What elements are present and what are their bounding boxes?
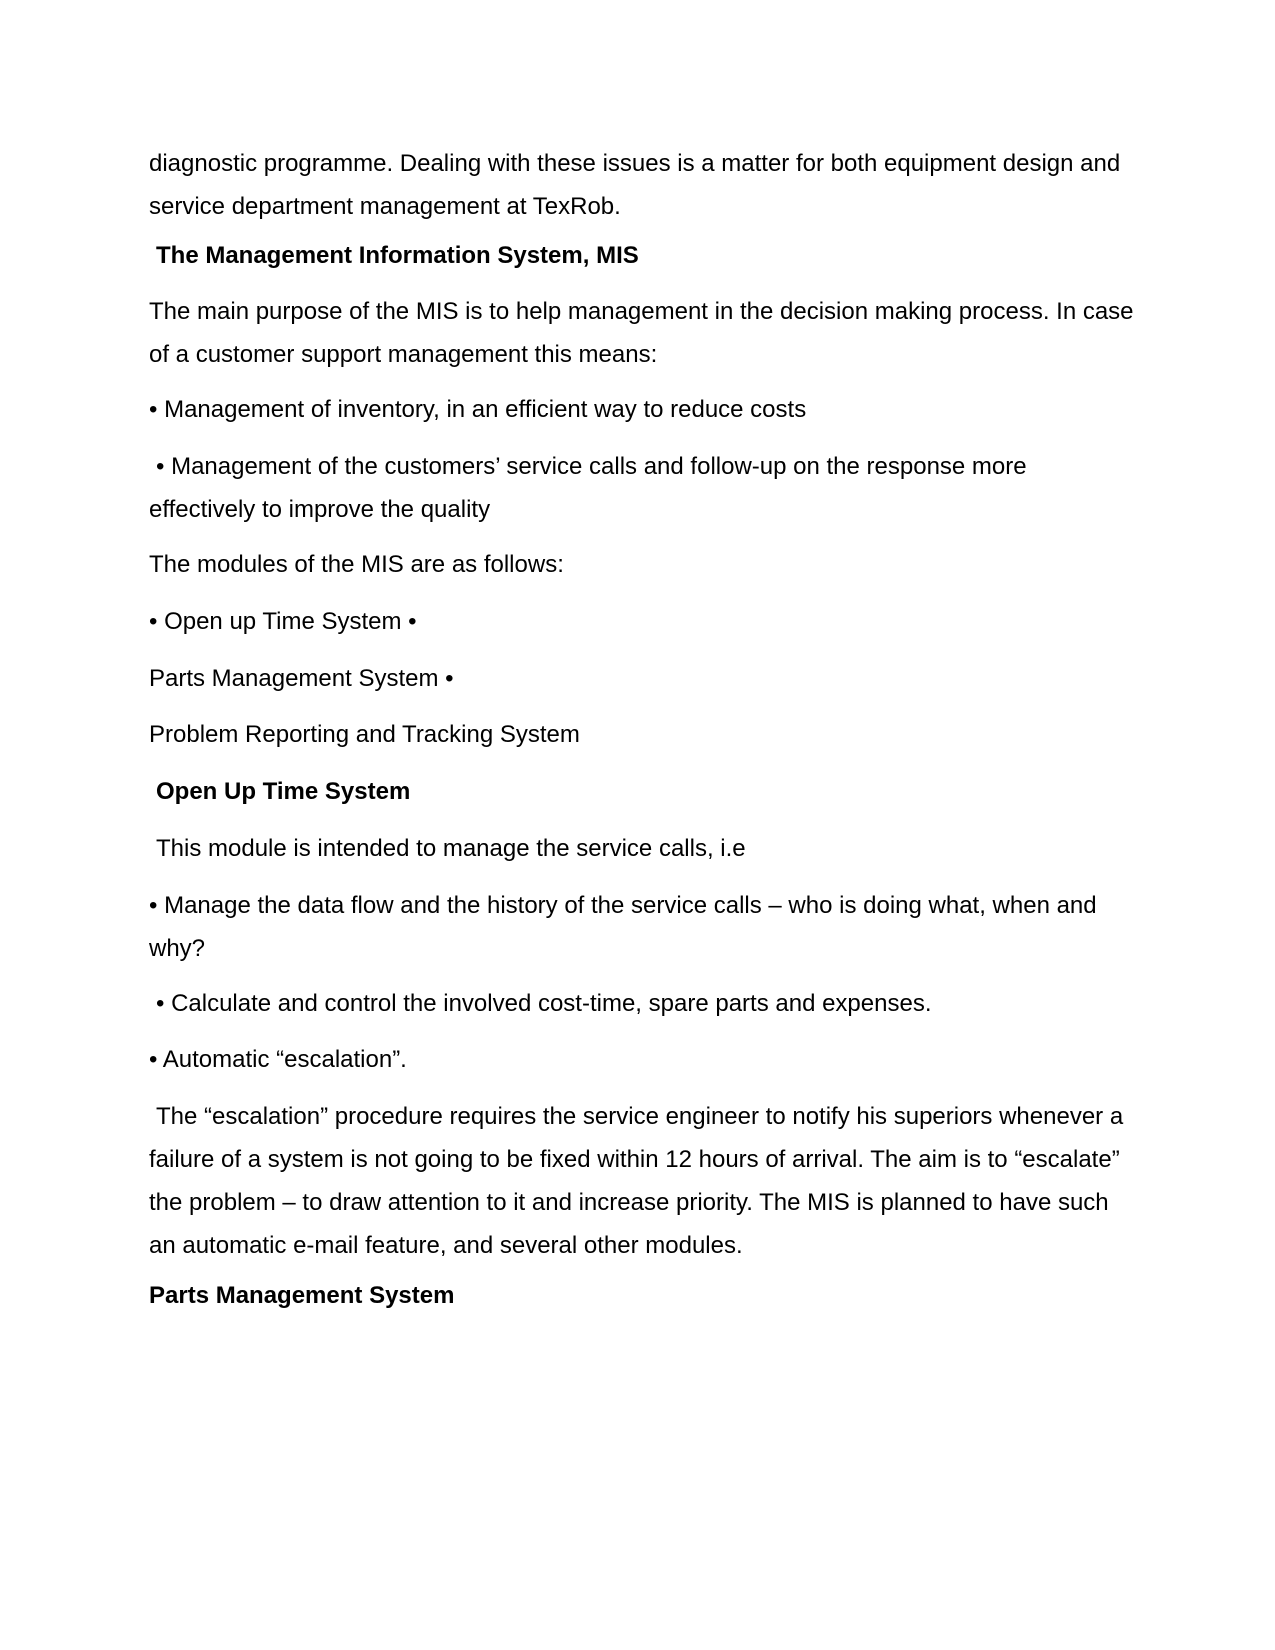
bullet-item: • Manage the data flow and the history of the service calls – who is doing what, when and why?: [149, 892, 1097, 962]
escalation-paragraph-text: The “escalation” procedure requires the service engineer to notify his superiors whenever a failure of a system is not going to be fixed within 12 hours of arrival. The aim is to “escalate” the problem – to draw attention to it and increase priority. The MIS is planned to have such an automatic e-mail feature, and several other modules.: [149, 1103, 1124, 1259]
body-paragraph: This module is intended to manage the service calls, i.e: [156, 835, 746, 862]
module-list-line: Parts Management System •: [149, 665, 454, 692]
body-paragraph: diagnostic programme. Dealing with these issues is a matter for both equipment design and service department management at TexRob.: [149, 150, 1121, 220]
bullet-item: • Automatic “escalation”.: [149, 1046, 407, 1073]
section-heading-mis: The Management Information System, MIS: [156, 242, 639, 269]
bullet-item: [149, 445, 1139, 531]
module-list-line: Problem Reporting and Tracking System: [149, 721, 580, 748]
bullet-item: • Management of inventory, in an efficient way to reduce costs: [149, 396, 807, 423]
section-heading-open-up-time: Open Up Time System: [156, 778, 411, 805]
body-paragraph: [149, 1095, 1139, 1267]
body-paragraph: The main purpose of the MIS is to help management in the decision making process. In case of a customer support management this means:: [149, 298, 1134, 368]
body-paragraph: The modules of the MIS are as follows:: [149, 551, 564, 578]
bullet-item-text: • Management of the customers’ service calls and follow-up on the response more effectively to improve the quality: [149, 453, 1027, 523]
section-heading-parts-management: Parts Management System: [149, 1282, 455, 1309]
module-list-line: • Open up Time System •: [149, 608, 417, 635]
bullet-item: • Calculate and control the involved cost-time, spare parts and expenses.: [156, 990, 932, 1017]
